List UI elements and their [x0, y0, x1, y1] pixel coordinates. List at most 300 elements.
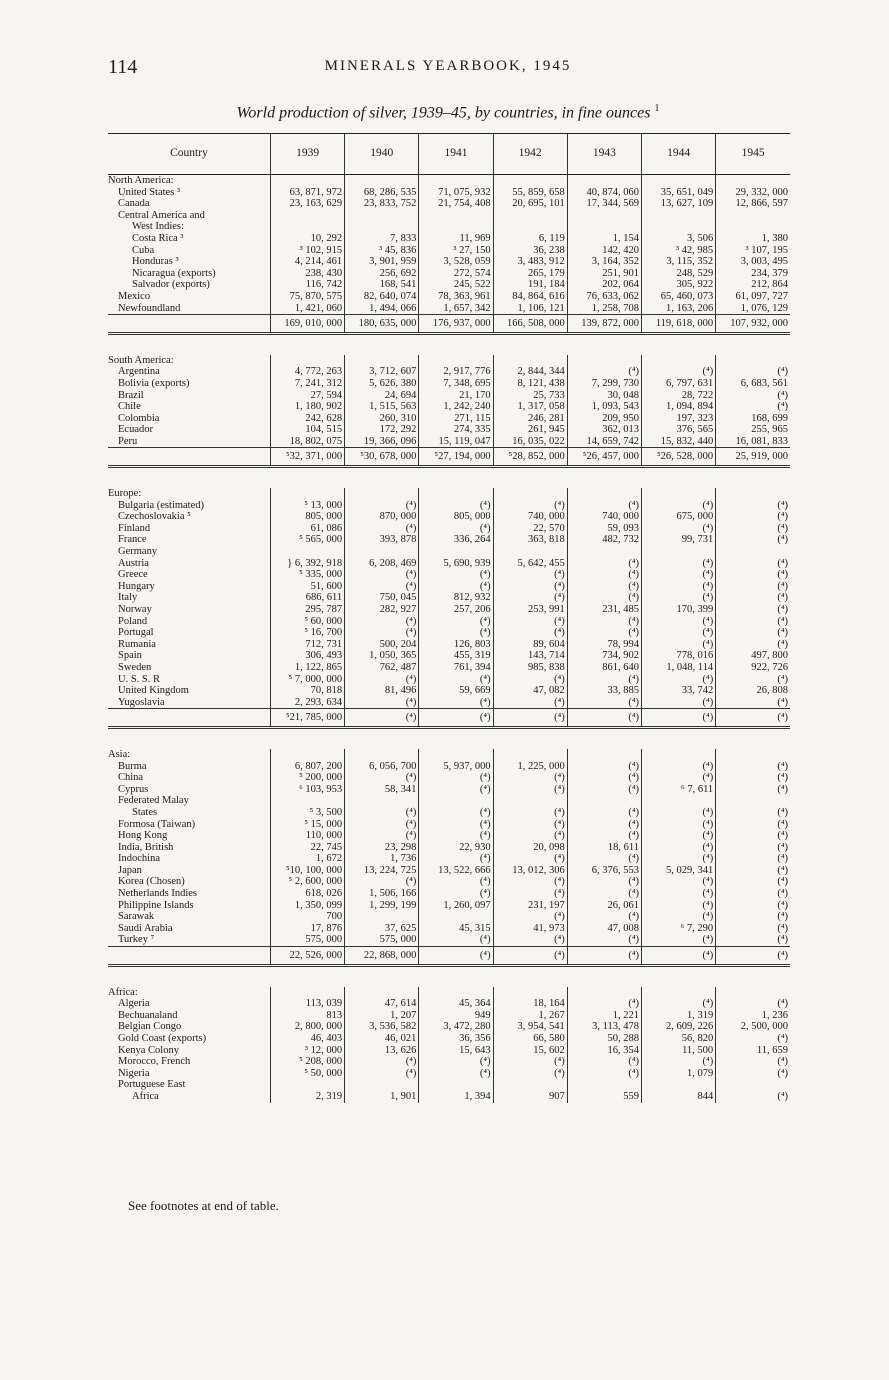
value-cell-1941: (⁴) — [419, 807, 493, 819]
value-cell-1939: ⁵ 7, 000, 000 — [270, 674, 344, 686]
value-cell-1939: 104, 515 — [270, 424, 344, 436]
value-cell-1945: 2, 500, 000 — [716, 1021, 790, 1033]
value-cell-1941: 2, 917, 776 — [419, 366, 493, 378]
subtotal-row — [108, 315, 790, 334]
value-cell-1943: 76, 633, 062 — [567, 291, 641, 303]
country-cell: Rumania — [118, 638, 156, 650]
value-cell-1941: 7, 348, 695 — [419, 378, 493, 390]
table-row — [108, 674, 790, 686]
table-body — [108, 175, 790, 1103]
value-cell-1944 — [641, 546, 715, 558]
value-cell-1945 — [716, 355, 790, 367]
value-cell-1942: (⁴) — [493, 784, 567, 796]
value-cell-1940: 172, 292 — [345, 424, 419, 436]
value-cell-1945: (⁴) — [716, 842, 790, 854]
value-cell-1944: (⁴) — [641, 709, 715, 728]
country-cell: West Indies: — [132, 221, 184, 233]
value-cell-1944: (⁴) — [641, 500, 715, 512]
table-row — [108, 627, 790, 639]
country-cell: Africa — [132, 1090, 159, 1102]
value-cell-1939: 618, 026 — [270, 888, 344, 900]
value-cell-1944: 99, 731 — [641, 534, 715, 546]
country-cell: Salvador (exports) — [132, 279, 210, 291]
value-cell-1942: 2, 844, 344 — [493, 366, 567, 378]
value-cell-1941: 271, 115 — [419, 413, 493, 425]
value-cell-1945 — [716, 488, 790, 500]
country-cell: Philippine Islands — [118, 899, 194, 911]
value-cell-1940: 6, 208, 469 — [345, 558, 419, 570]
region-heading-row — [108, 488, 790, 500]
subgroup-heading-row — [108, 795, 790, 807]
value-cell-1939: 4, 772, 263 — [270, 366, 344, 378]
section-spacer — [108, 480, 790, 488]
table-row — [108, 436, 790, 448]
value-cell-1942: 5, 642, 455 — [493, 558, 567, 570]
value-cell-1941: (⁴) — [419, 500, 493, 512]
country-cell: Argentina — [118, 366, 160, 378]
value-cell-1942: (⁴) — [493, 947, 567, 966]
value-cell-1943: (⁴) — [567, 819, 641, 831]
country-cell: Ecuador — [118, 424, 153, 436]
value-cell-1939: ⁶ 103, 953 — [270, 784, 344, 796]
value-cell-1941: (⁴) — [419, 934, 493, 946]
value-cell-1939 — [270, 221, 344, 233]
section-spacer — [108, 347, 790, 355]
value-cell-1939 — [270, 488, 344, 500]
value-cell-1942: 16, 035, 022 — [493, 436, 567, 448]
value-cell-1945: (⁴) — [716, 772, 790, 784]
value-cell-1943: (⁴) — [567, 592, 641, 604]
value-cell-1944 — [641, 749, 715, 761]
value-cell-1942: (⁴) — [493, 500, 567, 512]
value-cell-1942: 20, 695, 101 — [493, 198, 567, 210]
country-cell: Mexico — [118, 290, 151, 302]
value-cell-1945 — [716, 175, 790, 187]
value-cell-1942: 166, 508, 000 — [493, 315, 567, 334]
book-title: MINERALS YEARBOOK, 1945 — [324, 58, 572, 74]
value-cell-1943 — [567, 749, 641, 761]
value-cell-1939: 17, 876 — [270, 923, 344, 935]
value-cell-1941: 176, 937, 000 — [419, 315, 493, 334]
value-cell-1943 — [567, 488, 641, 500]
subtotal-label — [108, 448, 270, 467]
value-cell-1942: 1, 317, 058 — [493, 401, 567, 413]
value-cell-1945: (⁴) — [716, 569, 790, 581]
value-cell-1943: (⁴) — [567, 709, 641, 728]
value-cell-1945: 1, 380 — [716, 233, 790, 245]
country-cell: Sarawak — [118, 911, 155, 923]
table-row — [108, 291, 790, 303]
value-cell-1942: 25, 733 — [493, 390, 567, 402]
country-cell: Saudi Arabia — [118, 922, 173, 934]
value-cell-1939: 813 — [270, 1010, 344, 1022]
column-header-1940: 1940 — [345, 134, 419, 175]
value-cell-1944: 248, 529 — [641, 268, 715, 280]
value-cell-1943: (⁴) — [567, 500, 641, 512]
value-cell-1940: 256, 692 — [345, 268, 419, 280]
value-cell-1942: 3, 954, 541 — [493, 1021, 567, 1033]
value-cell-1939: 1, 672 — [270, 853, 344, 865]
country-cell: Cyprus — [118, 783, 149, 795]
value-cell-1945: (⁴) — [716, 784, 790, 796]
table-row — [108, 592, 790, 604]
value-cell-1941: (⁴) — [419, 709, 493, 728]
value-cell-1939 — [270, 546, 344, 558]
gap-cell — [108, 467, 790, 481]
value-cell-1942: (⁴) — [493, 819, 567, 831]
value-cell-1943: (⁴) — [567, 934, 641, 946]
value-cell-1945: 12, 866, 597 — [716, 198, 790, 210]
country-cell: United States ³ — [118, 186, 181, 198]
value-cell-1939 — [270, 175, 344, 187]
value-cell-1941: (⁴) — [419, 819, 493, 831]
section-gap — [108, 467, 790, 481]
table-row — [108, 1045, 790, 1057]
value-cell-1943: 78, 994 — [567, 639, 641, 651]
value-cell-1939: 169, 010, 000 — [270, 315, 344, 334]
value-cell-1939 — [270, 1079, 344, 1091]
value-cell-1943: (⁴) — [567, 1056, 641, 1068]
value-cell-1941: 245, 522 — [419, 279, 493, 291]
value-cell-1939: 63, 871, 972 — [270, 187, 344, 199]
value-cell-1943: (⁴) — [567, 947, 641, 966]
subgroup-heading-row — [108, 1079, 790, 1091]
value-cell-1941: 15, 119, 047 — [419, 436, 493, 448]
value-cell-1939: ⁵ 50, 000 — [270, 1068, 344, 1080]
value-cell-1940: 1, 494, 066 — [345, 303, 419, 315]
value-cell-1944: 376, 565 — [641, 424, 715, 436]
value-cell-1940: (⁴) — [345, 876, 419, 888]
value-cell-1944: 35, 651, 049 — [641, 187, 715, 199]
country-cell: Spain — [118, 650, 142, 662]
country-cell: Hungary — [118, 580, 155, 592]
value-cell-1944: (⁴) — [641, 1056, 715, 1068]
value-cell-1940: 3, 901, 959 — [345, 256, 419, 268]
value-cell-1944: 197, 323 — [641, 413, 715, 425]
value-cell-1943: (⁴) — [567, 772, 641, 784]
value-cell-1945: 255, 965 — [716, 424, 790, 436]
value-cell-1942: ⁵28, 852, 000 — [493, 448, 567, 467]
country-cell: Kenya Colony — [118, 1044, 179, 1056]
value-cell-1942: 20, 098 — [493, 842, 567, 854]
value-cell-1941: 78, 363, 961 — [419, 291, 493, 303]
value-cell-1941: 21, 754, 408 — [419, 198, 493, 210]
value-cell-1944: ⁵26, 528, 000 — [641, 448, 715, 467]
value-cell-1944: 5, 029, 341 — [641, 865, 715, 877]
value-cell-1943: 30, 048 — [567, 390, 641, 402]
table-row — [108, 1021, 790, 1033]
spacer-cell — [108, 979, 790, 987]
value-cell-1941: (⁴) — [419, 772, 493, 784]
value-cell-1943: 33, 885 — [567, 685, 641, 697]
value-cell-1945: (⁴) — [716, 523, 790, 535]
value-cell-1940: 13, 626 — [345, 1045, 419, 1057]
value-cell-1944: (⁴) — [641, 592, 715, 604]
value-cell-1944 — [641, 355, 715, 367]
column-header-1943: 1943 — [567, 134, 641, 175]
country-cell: Federated Malay — [118, 795, 189, 807]
value-cell-1941: (⁴) — [419, 616, 493, 628]
value-cell-1939 — [270, 795, 344, 807]
subgroup-heading-row — [108, 221, 790, 233]
value-cell-1943: (⁴) — [567, 888, 641, 900]
value-cell-1944: (⁴) — [641, 761, 715, 773]
value-cell-1939: 61, 086 — [270, 523, 344, 535]
value-cell-1941: 126, 803 — [419, 639, 493, 651]
country-cell: Sweden — [118, 661, 152, 673]
value-cell-1940: 1, 050, 365 — [345, 650, 419, 662]
gap-cell — [108, 965, 790, 979]
value-cell-1942: 6, 119 — [493, 233, 567, 245]
value-cell-1941: 1, 394 — [419, 1091, 493, 1103]
value-cell-1940: (⁴) — [345, 697, 419, 709]
value-cell-1941: (⁴) — [419, 1068, 493, 1080]
value-cell-1940 — [345, 210, 419, 222]
table-row — [108, 923, 790, 935]
section-gap — [108, 965, 790, 979]
value-cell-1944: 65, 460, 073 — [641, 291, 715, 303]
value-cell-1942: (⁴) — [493, 830, 567, 842]
value-cell-1943: (⁴) — [567, 569, 641, 581]
value-cell-1940: (⁴) — [345, 819, 419, 831]
value-cell-1939: 10, 292 — [270, 233, 344, 245]
value-cell-1944: 1, 048, 114 — [641, 662, 715, 674]
country-cell: Cuba — [132, 244, 155, 256]
value-cell-1944: (⁴) — [641, 900, 715, 912]
country-cell: Chile — [118, 401, 141, 413]
value-cell-1939: ⁵ 15, 000 — [270, 819, 344, 831]
country-cell: Formosa (Taiwan) — [118, 818, 196, 830]
value-cell-1945: (⁴) — [716, 947, 790, 966]
value-cell-1945: 107, 932, 000 — [716, 315, 790, 334]
value-cell-1939: ⁵ 208, 000 — [270, 1056, 344, 1068]
value-cell-1939: 116, 742 — [270, 279, 344, 291]
value-cell-1941: (⁴) — [419, 569, 493, 581]
value-cell-1941: (⁴) — [419, 947, 493, 966]
value-cell-1945: (⁴) — [716, 616, 790, 628]
value-cell-1939: 113, 039 — [270, 998, 344, 1010]
value-cell-1944: (⁴) — [641, 842, 715, 854]
value-cell-1944: (⁴) — [641, 581, 715, 593]
value-cell-1941 — [419, 210, 493, 222]
value-cell-1941: 257, 206 — [419, 604, 493, 616]
table-row — [108, 604, 790, 616]
value-cell-1942: (⁴) — [493, 888, 567, 900]
value-cell-1940: 575, 000 — [345, 934, 419, 946]
table-row — [108, 853, 790, 865]
column-header-1945: 1945 — [716, 134, 790, 175]
value-cell-1942 — [493, 795, 567, 807]
value-cell-1945: (⁴) — [716, 876, 790, 888]
table-row — [108, 819, 790, 831]
table-row — [108, 569, 790, 581]
value-cell-1944: 844 — [641, 1091, 715, 1103]
value-cell-1943: 1, 258, 708 — [567, 303, 641, 315]
value-cell-1943: (⁴) — [567, 616, 641, 628]
value-cell-1943: 482, 732 — [567, 534, 641, 546]
value-cell-1941: 272, 574 — [419, 268, 493, 280]
value-cell-1941 — [419, 795, 493, 807]
value-cell-1943 — [567, 221, 641, 233]
section-spacer — [108, 979, 790, 987]
value-cell-1941: 949 — [419, 1010, 493, 1022]
value-cell-1942: 41, 973 — [493, 923, 567, 935]
value-cell-1939: } 6, 392, 918 — [270, 558, 344, 570]
country-cell: Bulgaria (estimated) — [118, 499, 205, 511]
table-row — [108, 256, 790, 268]
value-cell-1939: 75, 870, 575 — [270, 291, 344, 303]
value-cell-1939: 2, 319 — [270, 1091, 344, 1103]
value-cell-1945: (⁴) — [716, 627, 790, 639]
value-cell-1942: (⁴) — [493, 934, 567, 946]
value-cell-1944: ³ 42, 985 — [641, 245, 715, 257]
value-cell-1940: (⁴) — [345, 807, 419, 819]
value-cell-1940 — [345, 987, 419, 999]
value-cell-1940: 260, 310 — [345, 413, 419, 425]
value-cell-1945 — [716, 795, 790, 807]
table-row — [108, 1068, 790, 1080]
gap-cell — [108, 333, 790, 347]
value-cell-1943: 40, 874, 060 — [567, 187, 641, 199]
value-cell-1944: (⁴) — [641, 819, 715, 831]
value-cell-1942: 907 — [493, 1091, 567, 1103]
value-cell-1944: (⁴) — [641, 569, 715, 581]
value-cell-1940: 47, 614 — [345, 998, 419, 1010]
table-row — [108, 842, 790, 854]
country-cell: Asia: — [108, 748, 131, 760]
value-cell-1943: 251, 901 — [567, 268, 641, 280]
table-row — [108, 413, 790, 425]
value-cell-1939: 238, 430 — [270, 268, 344, 280]
value-cell-1939: ⁵ 200, 000 — [270, 772, 344, 784]
value-cell-1939: 575, 000 — [270, 934, 344, 946]
value-cell-1940: 58, 341 — [345, 784, 419, 796]
value-cell-1942: 1, 267 — [493, 1010, 567, 1022]
table-row — [108, 1056, 790, 1068]
country-cell: Hong Kong — [118, 830, 168, 842]
value-cell-1945: (⁴) — [716, 366, 790, 378]
country-cell: Europe: — [108, 488, 142, 500]
value-cell-1940: 23, 833, 752 — [345, 198, 419, 210]
table-row — [108, 900, 790, 912]
value-cell-1939: 46, 403 — [270, 1033, 344, 1045]
country-cell: Portuguese East — [118, 1079, 186, 1091]
table-row — [108, 390, 790, 402]
value-cell-1945: (⁴) — [716, 998, 790, 1010]
value-cell-1944: (⁴) — [641, 911, 715, 923]
value-cell-1941: 3, 472, 280 — [419, 1021, 493, 1033]
value-cell-1942 — [493, 175, 567, 187]
value-cell-1940: 1, 207 — [345, 1010, 419, 1022]
value-cell-1939: ⁵ 2, 600, 000 — [270, 876, 344, 888]
country-cell: Portugal — [118, 627, 154, 639]
value-cell-1940: 81, 496 — [345, 685, 419, 697]
value-cell-1943: (⁴) — [567, 366, 641, 378]
value-cell-1942: 89, 604 — [493, 639, 567, 651]
value-cell-1942: 66, 580 — [493, 1033, 567, 1045]
value-cell-1945: (⁴) — [716, 581, 790, 593]
value-cell-1945: (⁴) — [716, 888, 790, 900]
value-cell-1940 — [345, 175, 419, 187]
value-cell-1940: 19, 366, 096 — [345, 436, 419, 448]
value-cell-1945: 29, 332, 000 — [716, 187, 790, 199]
value-cell-1944: 305, 922 — [641, 279, 715, 291]
country-cell: Nigeria — [118, 1067, 150, 1079]
value-cell-1944: 33, 742 — [641, 685, 715, 697]
value-cell-1942: 261, 945 — [493, 424, 567, 436]
table-row — [108, 245, 790, 257]
value-cell-1939: 805, 000 — [270, 511, 344, 523]
value-cell-1943: 1, 221 — [567, 1010, 641, 1022]
value-cell-1945: (⁴) — [716, 500, 790, 512]
value-cell-1941 — [419, 987, 493, 999]
value-cell-1944: (⁴) — [641, 853, 715, 865]
value-cell-1939: 1, 350, 099 — [270, 900, 344, 912]
value-cell-1940: 1, 506, 166 — [345, 888, 419, 900]
value-cell-1940 — [345, 355, 419, 367]
value-cell-1940: (⁴) — [345, 569, 419, 581]
value-cell-1939 — [270, 987, 344, 999]
value-cell-1940: 3, 536, 582 — [345, 1021, 419, 1033]
value-cell-1943: (⁴) — [567, 830, 641, 842]
value-cell-1940: 6, 056, 700 — [345, 761, 419, 773]
section-gap — [108, 727, 790, 741]
value-cell-1939: 70, 818 — [270, 685, 344, 697]
value-cell-1944: 675, 000 — [641, 511, 715, 523]
value-cell-1943: (⁴) — [567, 581, 641, 593]
value-cell-1941: 5, 937, 000 — [419, 761, 493, 773]
table-row — [108, 876, 790, 888]
table-row — [108, 1091, 790, 1103]
value-cell-1941: 274, 335 — [419, 424, 493, 436]
value-cell-1942 — [493, 355, 567, 367]
table-row — [108, 865, 790, 877]
value-cell-1939: ⁵32, 371, 000 — [270, 448, 344, 467]
value-cell-1942: 8, 121, 438 — [493, 378, 567, 390]
value-cell-1940: 750, 045 — [345, 592, 419, 604]
value-cell-1939: 1, 122, 865 — [270, 662, 344, 674]
value-cell-1944 — [641, 795, 715, 807]
value-cell-1944: 1, 319 — [641, 1010, 715, 1022]
table-row — [108, 888, 790, 900]
value-cell-1942 — [493, 1079, 567, 1091]
value-cell-1940 — [345, 221, 419, 233]
value-cell-1945: (⁴) — [716, 1068, 790, 1080]
value-cell-1940: 7, 833 — [345, 233, 419, 245]
value-cell-1945: (⁴) — [716, 865, 790, 877]
value-cell-1941: (⁴) — [419, 627, 493, 639]
value-cell-1941 — [419, 749, 493, 761]
value-cell-1945: (⁴) — [716, 604, 790, 616]
value-cell-1939: 306, 493 — [270, 650, 344, 662]
table-row — [108, 998, 790, 1010]
value-cell-1940 — [345, 795, 419, 807]
value-cell-1941: (⁴) — [419, 876, 493, 888]
value-cell-1943: 1, 093, 543 — [567, 401, 641, 413]
country-cell: U. S. S. R — [118, 673, 161, 685]
value-cell-1940: 82, 640, 074 — [345, 291, 419, 303]
table-row — [108, 807, 790, 819]
value-cell-1944 — [641, 221, 715, 233]
country-cell: Turkey ⁷ — [118, 934, 155, 946]
subgroup-heading-row — [108, 210, 790, 222]
country-cell: Costa Rica ³ — [132, 232, 184, 244]
value-cell-1943: 1, 154 — [567, 233, 641, 245]
column-header-1941: 1941 — [419, 134, 493, 175]
column-header-1944: 1944 — [641, 134, 715, 175]
value-cell-1940: 24, 694 — [345, 390, 419, 402]
value-cell-1944: (⁴) — [641, 523, 715, 535]
